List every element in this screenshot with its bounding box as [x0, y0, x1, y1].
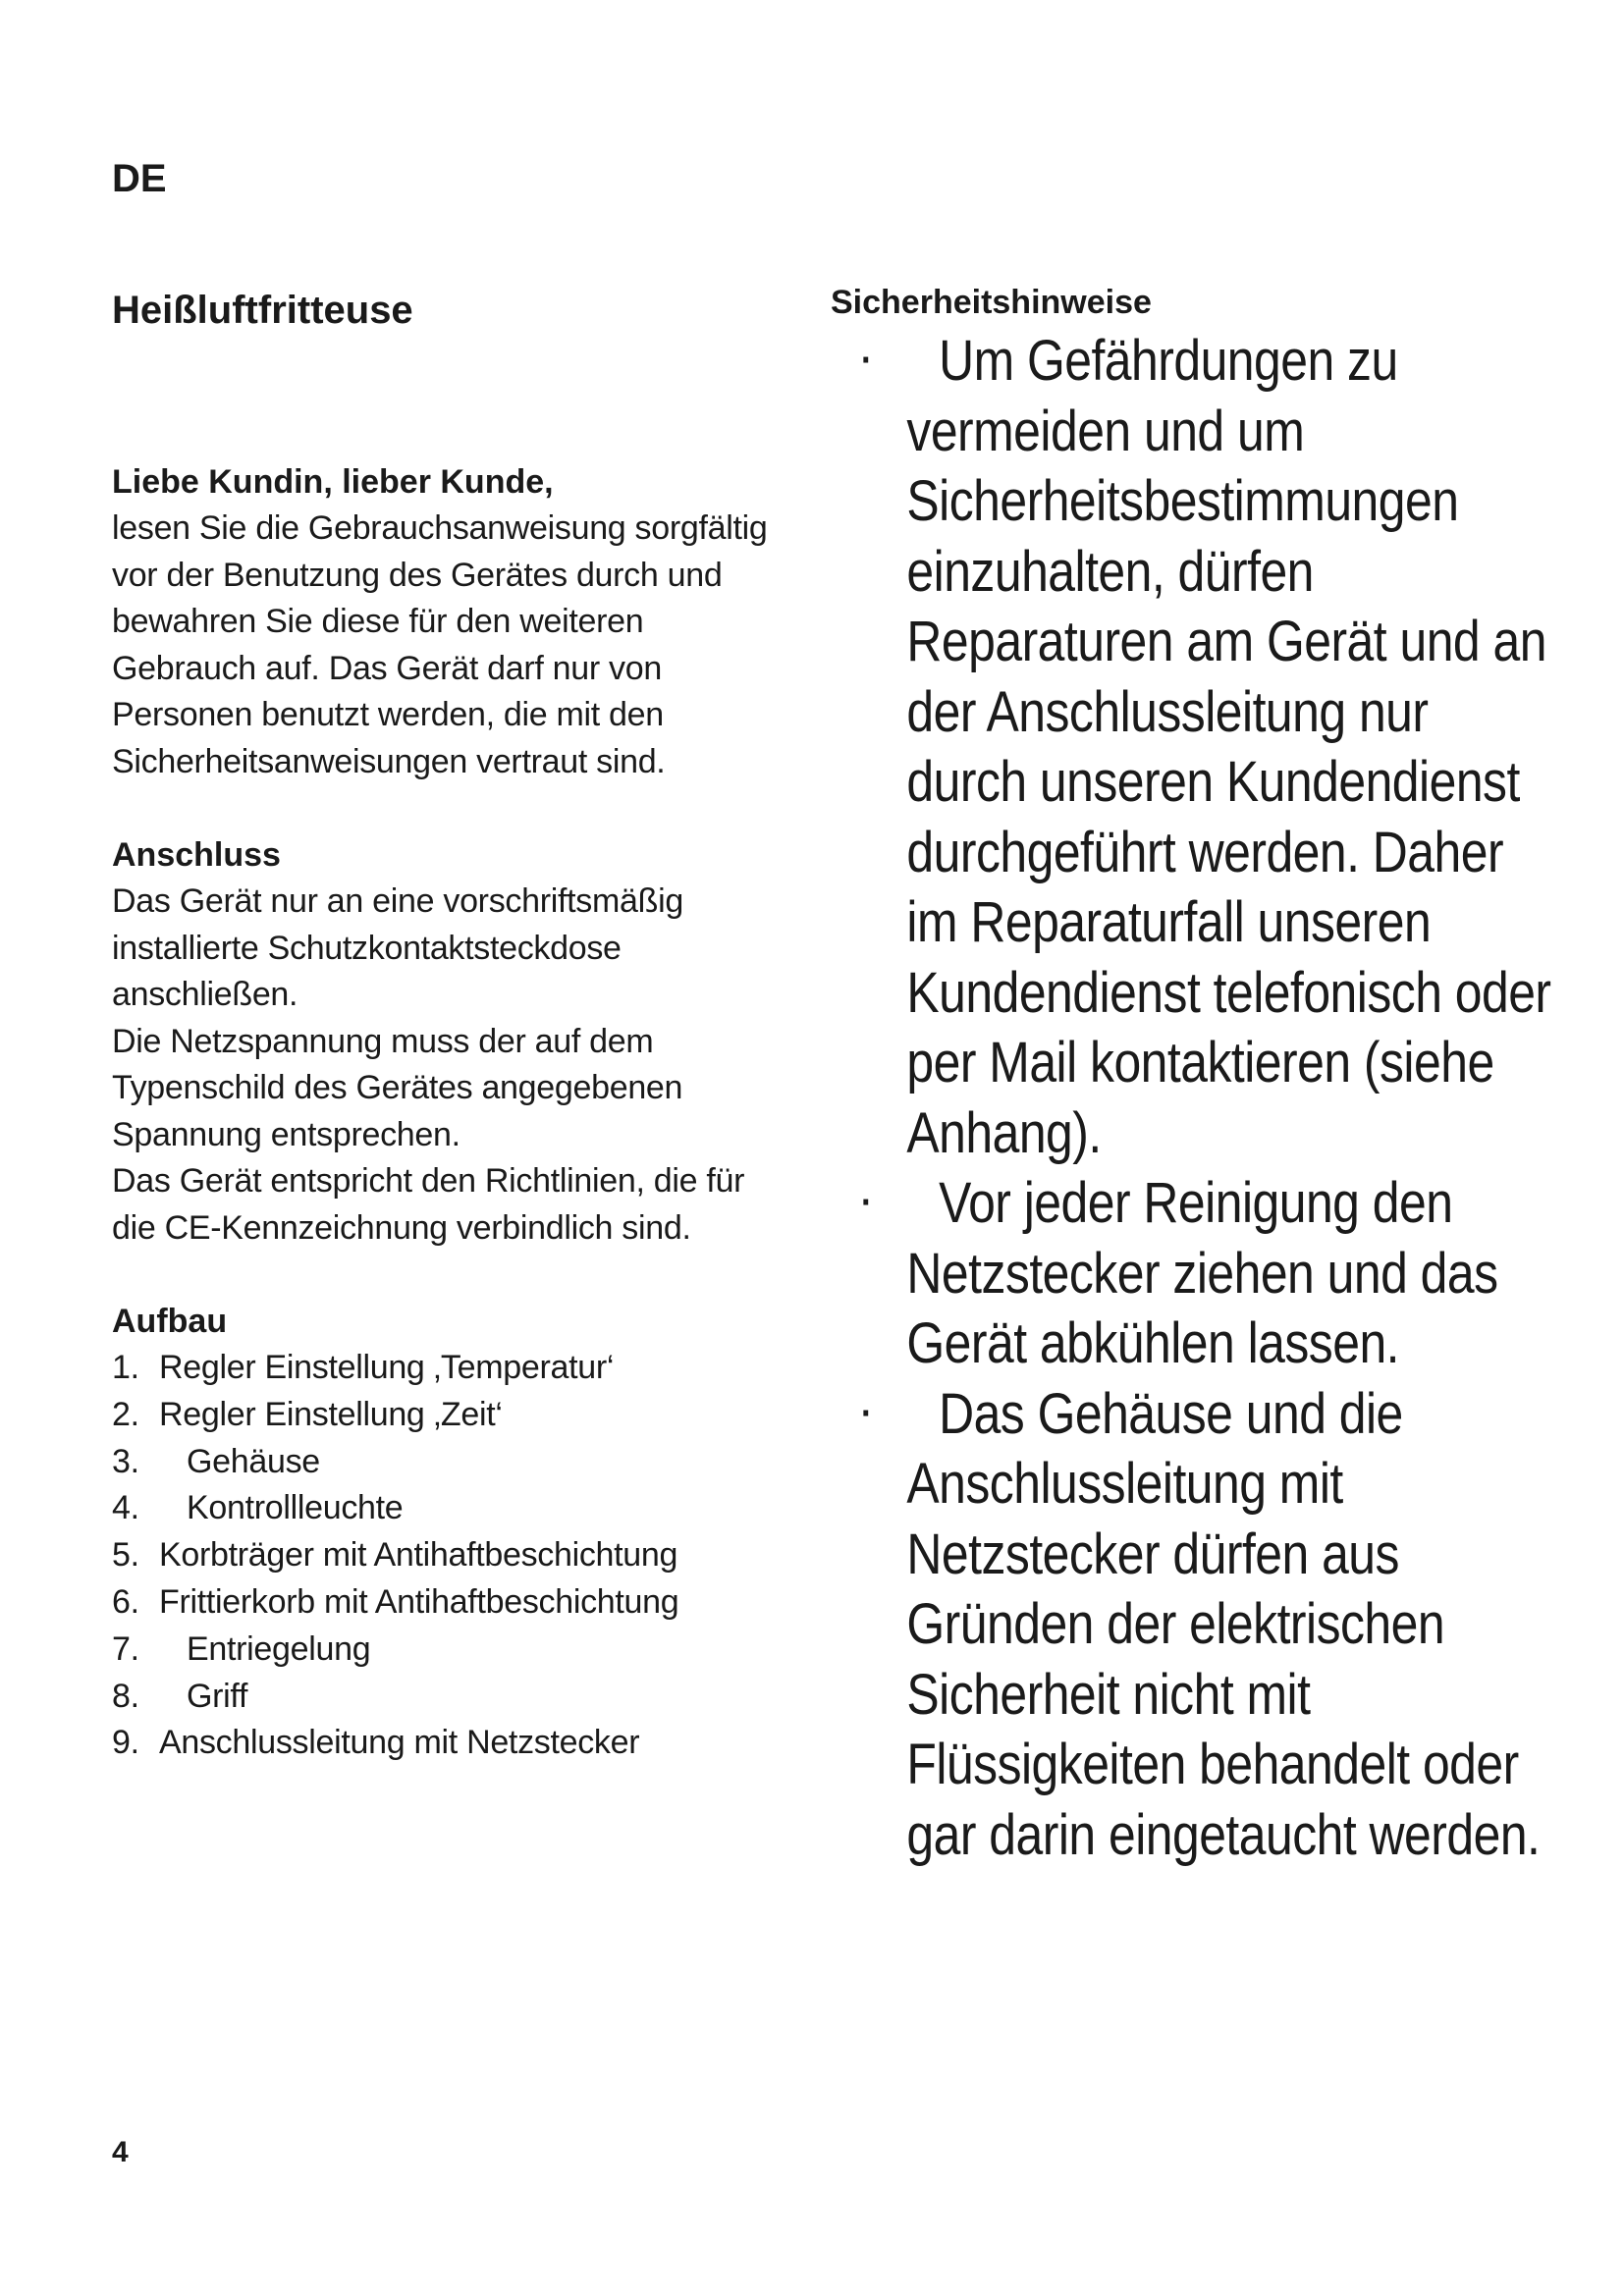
- anschluss-heading: Anschluss: [112, 836, 281, 874]
- list-item-text: Gehäuse: [187, 1442, 320, 1480]
- list-item: [112, 1485, 789, 1532]
- list-item-number: 3.: [112, 1442, 139, 1480]
- list-item: [112, 1627, 789, 1674]
- list-item: [112, 1392, 789, 1439]
- list-item: [112, 1579, 789, 1627]
- bullet-icon: ·: [860, 1181, 872, 1224]
- left-column: [112, 287, 789, 1767]
- list-item: [112, 1345, 789, 1392]
- list-item: [112, 1674, 789, 1721]
- greeting-section: [112, 459, 789, 785]
- list-item-text: Kontrollleuchte: [187, 1489, 404, 1527]
- list-item: [112, 1532, 789, 1579]
- list-item-number: 1.: [112, 1349, 139, 1386]
- anschluss-section: [112, 832, 789, 1252]
- parts-list: [112, 1345, 789, 1767]
- list-item-number: 4.: [112, 1489, 139, 1527]
- bullet-icon: ·: [860, 339, 872, 382]
- list-item-text: Frittierkorb mit Antihaftbeschichtung: [159, 1582, 679, 1621]
- list-item-text: Griff: [187, 1677, 248, 1715]
- anschluss-paragraph-3: Das Gerät entspricht den Richtlinien, die für die CE-Kennzeichnung verbindlich sind.: [112, 1162, 745, 1247]
- safety-heading: Sicherheitshinweise: [831, 284, 1152, 321]
- safety-item: [831, 1168, 1558, 1379]
- safety-item-text: Vor jeder Reinigung den Netzstecker ziehen und das Gerät abkühlen lassen.: [906, 1171, 1498, 1375]
- page-number: 4: [112, 2136, 129, 2168]
- list-item-number: 8.: [112, 1677, 139, 1715]
- list-item-number: 9.: [112, 1724, 139, 1762]
- anschluss-paragraph-2: Die Netzspannung muss der auf dem Typenschild des Gerätes angegebenen Spannung entsprechen.: [112, 1022, 683, 1153]
- language-code: DE: [112, 157, 167, 200]
- right-column: [831, 279, 1551, 1870]
- list-item-text: Anschlussleitung mit Netzstecker: [159, 1724, 640, 1762]
- bullet-icon: ·: [860, 1391, 872, 1435]
- greeting-text: lesen Sie die Gebrauchsanweisung sorgfältig vor der Benutzung des Gerätes durch und bewahren Sie diese für den weiteren Gebrauch auf. Das Gerät darf nur von Personen benutzt werden, die mit den Sicherheitsanweisungen vertraut sind.: [112, 509, 768, 780]
- safety-item: [831, 1379, 1558, 1871]
- list-item: [112, 1720, 789, 1767]
- list-item-text: Korbträger mit Antihaftbeschichtung: [159, 1536, 678, 1575]
- product-title: Heißluftfritteuse: [112, 289, 413, 332]
- list-item-text: Entriegelung: [187, 1629, 371, 1668]
- aufbau-section: [112, 1299, 789, 1767]
- aufbau-heading: Aufbau: [112, 1303, 228, 1340]
- list-item-number: 7.: [112, 1629, 139, 1668]
- greeting-heading: Liebe Kundin, lieber Kunde,: [112, 463, 554, 501]
- safety-list: [831, 326, 1551, 1870]
- safety-item-text: Das Gehäuse und die Anschlussleitung mit Netzstecker dürfen aus Gründen der elektrischen Sicherheit nicht mit Flüssigkeiten behandelt oder gar darin eingetaucht werden.: [906, 1381, 1541, 1867]
- safety-item: [831, 326, 1558, 1168]
- list-item: [112, 1439, 789, 1486]
- list-item-number: 6.: [112, 1582, 139, 1621]
- safety-item-text: Um Gefährdungen zu vermeiden und um Sicherheitsbestimmungen einzuhalten, dürfen Reparaturen am Gerät und an der Anschlussleitung nur durch unseren Kundendienst durchgeführt werden. Daher im Reparaturfall unseren Kundendienst telefonisch oder per Mail kontaktieren (siehe Anhang).: [906, 329, 1551, 1165]
- list-item-text: Regler Einstellung ‚Zeit‘: [159, 1395, 503, 1433]
- list-item-text: Regler Einstellung ‚Temperatur‘: [159, 1349, 615, 1386]
- anschluss-paragraph-1: Das Gerät nur an eine vorschriftsmäßig installierte Schutzkontaktsteckdose anschließen.: [112, 882, 683, 1013]
- list-item-number: 2.: [112, 1395, 139, 1433]
- list-item-number: 5.: [112, 1536, 139, 1575]
